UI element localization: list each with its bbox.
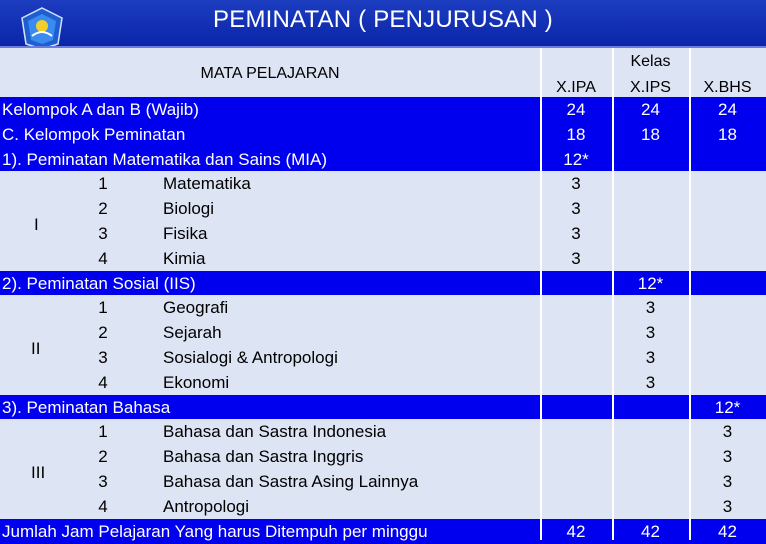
value-bhs: 3 [722, 496, 733, 516]
section-label: 3). Peminatan Bahasa [2, 397, 171, 417]
value-ips [612, 469, 689, 494]
value-ipa: 12* [563, 149, 589, 169]
value-ips: 3 [645, 323, 656, 343]
row-number: 3 [98, 224, 108, 243]
value-bhs: 42 [718, 521, 737, 541]
value-bhs [689, 196, 766, 221]
section-label: 1). Peminatan Matematika dan Sains (MIA) [2, 149, 328, 169]
value-ips [612, 444, 689, 469]
subject-name: Fisika [163, 224, 208, 243]
table-row [0, 221, 766, 246]
subject-name: Matematika [163, 174, 251, 194]
value-ips [612, 419, 689, 444]
value-ips: 3 [645, 298, 656, 318]
row-number: 4 [98, 248, 108, 268]
table-row [0, 419, 766, 444]
table-section-row [0, 97, 766, 122]
row-number: 4 [98, 496, 108, 516]
subject-name: Bahasa dan Sastra Asing Lainnya [163, 472, 419, 491]
table-row [0, 370, 766, 395]
subject-name: Sosialogi & Antropologi [163, 348, 338, 367]
value-ips: 24 [641, 100, 660, 119]
section-label: C. Kelompok Peminatan [2, 124, 186, 144]
table-section-row [0, 147, 766, 172]
value-ips [612, 196, 689, 221]
value-ipa: 3 [571, 248, 581, 268]
value-ipa [540, 469, 612, 494]
value-ipa [540, 345, 612, 370]
subject-name: Ekonomi [163, 372, 230, 392]
value-bhs: 12* [714, 397, 741, 417]
value-ips [612, 246, 689, 271]
table-row [0, 295, 766, 320]
value-ips: 18 [641, 124, 660, 144]
row-number: 1 [98, 174, 108, 194]
group-label-i: I [34, 215, 39, 234]
table-section-row [0, 122, 766, 147]
row-number: 1 [98, 298, 108, 318]
header-mata-pelajaran: MATA PELAJARAN [200, 65, 340, 82]
value-bhs [689, 271, 766, 296]
value-ips [612, 147, 689, 172]
value-bhs: 24 [718, 100, 737, 119]
header-col-ips: X.IPS [630, 79, 671, 96]
value-ips: 42 [641, 521, 660, 541]
column-divider [689, 48, 691, 540]
header-col-ipa: X.IPA [556, 79, 596, 96]
value-bhs: 18 [718, 124, 737, 144]
subject-name: Biologi [163, 199, 215, 219]
group-label-iii: III [31, 463, 46, 482]
row-number: 2 [98, 323, 108, 343]
row-number: 4 [98, 372, 108, 392]
subject-name: Antropologi [163, 496, 250, 516]
value-ipa [540, 494, 612, 519]
value-bhs: 3 [722, 422, 733, 442]
value-ipa: 24 [566, 100, 586, 119]
value-bhs [689, 221, 766, 246]
column-divider [612, 48, 614, 540]
value-bhs [689, 320, 766, 345]
value-ipa: 18 [566, 124, 586, 144]
header-kelas: Kelas [630, 53, 671, 70]
value-ipa [540, 419, 612, 444]
table-row [0, 196, 766, 221]
value-bhs [689, 370, 766, 395]
value-ips [612, 395, 689, 420]
value-ipa [540, 320, 612, 345]
table-row [0, 444, 766, 469]
subject-name: Kimia [163, 248, 206, 268]
value-bhs [689, 295, 766, 320]
column-divider [540, 48, 542, 540]
value-bhs: 3 [722, 472, 733, 491]
value-ips: 3 [645, 372, 656, 392]
value-bhs [689, 246, 766, 271]
row-number: 1 [98, 422, 108, 442]
table-row [0, 171, 766, 196]
row-number: 2 [98, 447, 108, 467]
table-row [0, 320, 766, 345]
value-ipa: 3 [571, 199, 581, 219]
subject-name: Sejarah [163, 323, 222, 343]
section-label: Jumlah Jam Pelajaran Yang harus Ditempuh per minggu [2, 521, 428, 541]
row-number: 2 [98, 199, 108, 219]
page-title: PEMINATAN ( PENJURUSAN ) [213, 6, 553, 33]
value-ips [612, 221, 689, 246]
subject-name: Bahasa dan Sastra Inggris [163, 447, 364, 467]
subject-name: Geografi [163, 298, 229, 318]
table-section-row [0, 271, 766, 296]
value-bhs [689, 171, 766, 196]
table-row [0, 494, 766, 519]
value-ips: 12* [637, 273, 664, 293]
value-bhs [689, 345, 766, 370]
value-bhs [689, 147, 766, 172]
value-ips [612, 494, 689, 519]
value-ipa [540, 295, 612, 320]
table-row [0, 345, 766, 370]
value-ipa [540, 370, 612, 395]
value-ipa [540, 444, 612, 469]
header-col-bhs: X.BHS [703, 79, 752, 96]
group-label-ii: II [31, 339, 41, 358]
value-ipa [540, 271, 612, 296]
table-section-row [0, 395, 766, 420]
row-number: 3 [98, 348, 108, 367]
value-ips: 3 [645, 348, 656, 367]
value-ipa: 3 [571, 224, 581, 243]
table-row [0, 246, 766, 271]
section-label: 2). Peminatan Sosial (IIS) [2, 273, 196, 293]
subject-name: Bahasa dan Sastra Indonesia [163, 422, 387, 442]
value-bhs: 3 [722, 447, 733, 467]
value-ipa: 3 [571, 174, 581, 194]
value-ipa: 42 [566, 521, 586, 541]
section-label: Kelompok A dan B (Wajib) [2, 100, 199, 119]
value-ipa [540, 395, 612, 420]
value-ips [612, 171, 689, 196]
row-number: 3 [98, 472, 108, 491]
table-row [0, 469, 766, 494]
